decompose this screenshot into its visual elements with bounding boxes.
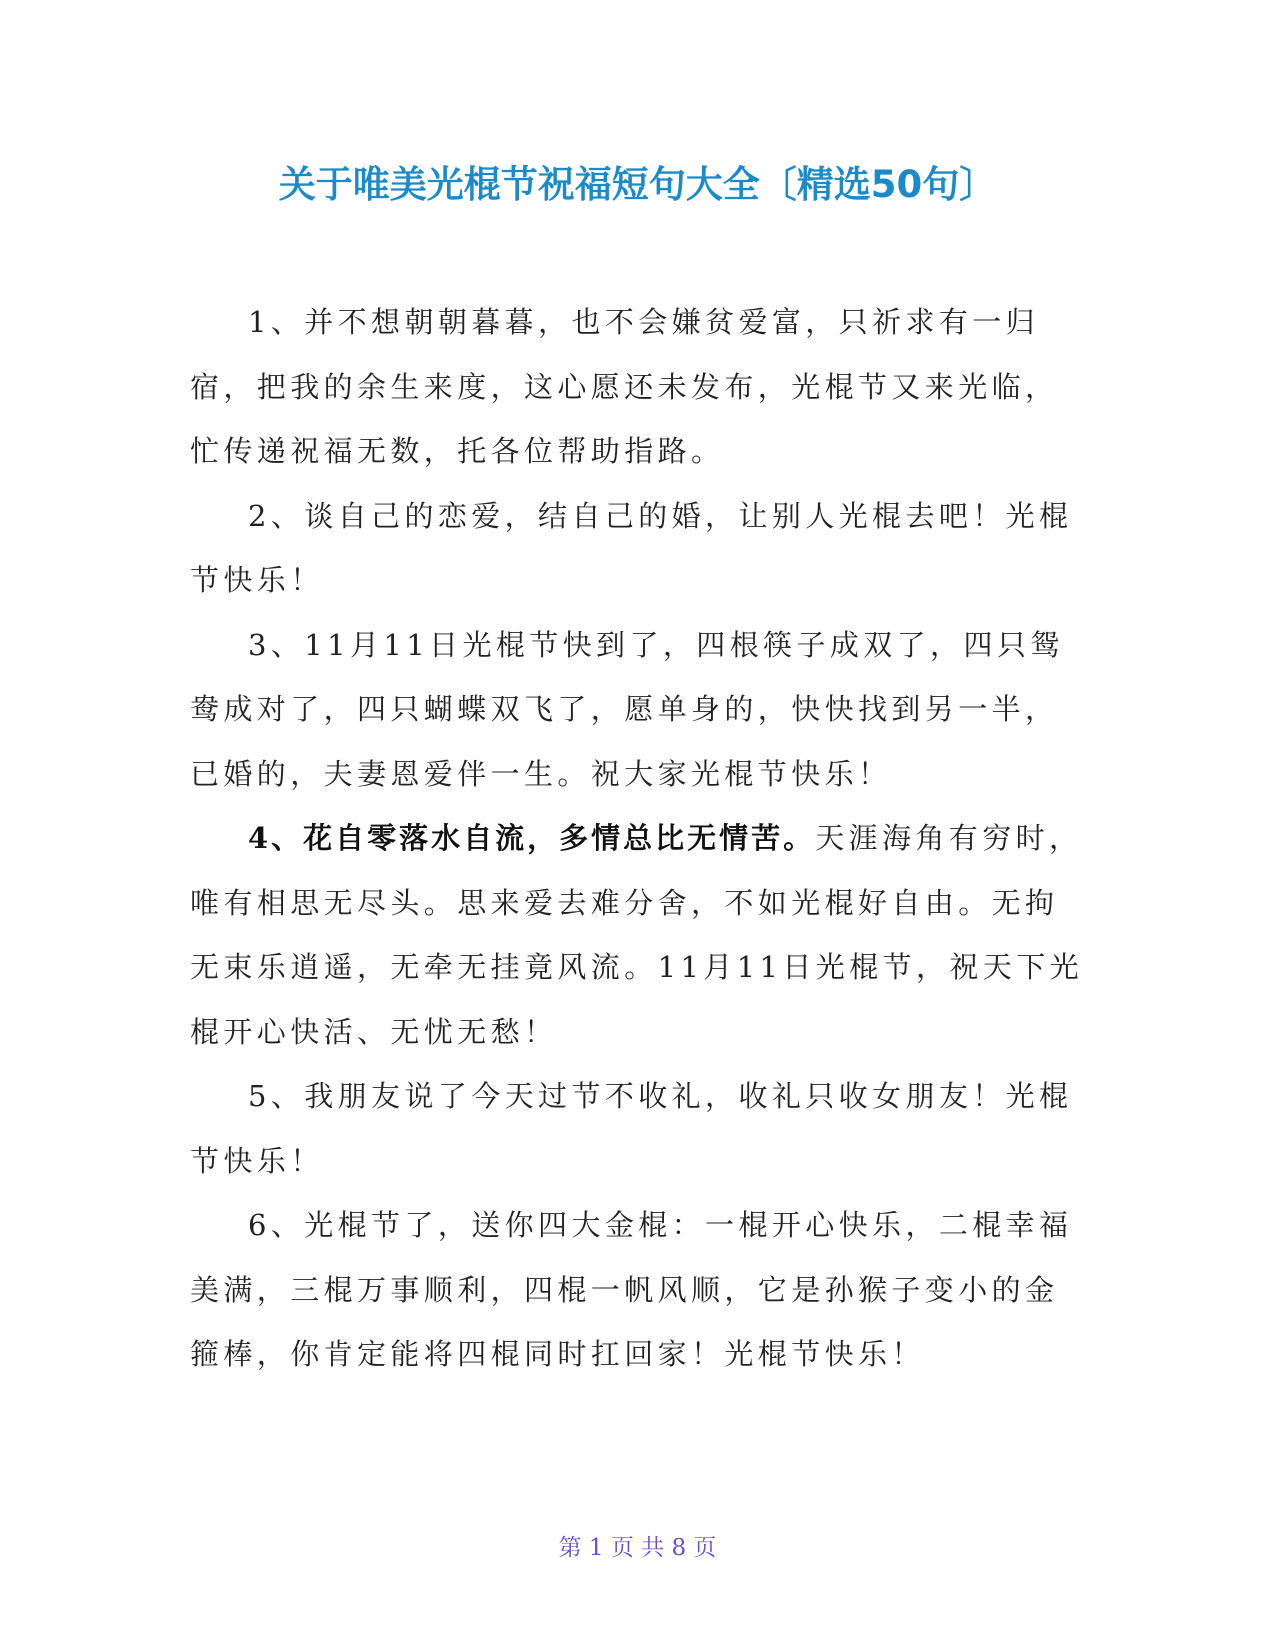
paragraph-3-text: 3、11月11日光棍节快到了，四根筷子成双了，四只鸳鸯成对了，四只蝴蝶双飞了，愿单身的，快快找到另一半，已婚的，夫妻恩爱伴一生。祝大家光棍节快乐！ bbox=[190, 627, 1064, 791]
document-title: 关于唯美光棍节祝福短句大全〔精选50句〕 bbox=[278, 163, 997, 206]
paragraph-2-text: 2、谈自己的恋爱，结自己的婚，让别人光棍去吧！光棍节快乐！ bbox=[190, 498, 1073, 597]
paragraph-5 bbox=[190, 1064, 1090, 1193]
paragraph-4 bbox=[190, 806, 1090, 1064]
paragraph-5-text: 5、我朋友说了今天过节不收礼，收礼只收女朋友！光棍节快乐！ bbox=[190, 1079, 1073, 1178]
paragraph-2 bbox=[190, 484, 1090, 613]
paragraph-3 bbox=[190, 613, 1090, 807]
paragraph-4-bold-lead: 4、花自零落水自流，多情总比无情苦。 bbox=[248, 821, 816, 855]
paragraph-1-text: 1、并不想朝朝暮暮，也不会嫌贫爱富，只祈求有一归宿，把我的余生来度，这心愿还未发布，光棍节又来光临，忙传递祝福无数，托各位帮助指路。 bbox=[190, 305, 1059, 468]
paragraph-4-text: 天涯海角有穷时，唯有相思无尽头。思来爱去难分舍，不如光棍好自由。无拘无束乐逍遥，无牵无挂竟风流。11月11日光棍节，祝天下光棍开心快活、无忧无愁！ bbox=[190, 821, 1084, 1049]
paragraph-1 bbox=[190, 290, 1090, 484]
paragraph-6 bbox=[190, 1193, 1090, 1387]
document-body bbox=[190, 290, 1090, 1387]
paragraph-6-text: 6、光棍节了，送你四大金棍：一棍开心快乐，二棍幸福美满，三棍万事顺利，四棍一帆风顺，它是孙猴子变小的金箍棒，你肯定能将四棍同时扛回家！光棍节快乐！ bbox=[190, 1208, 1073, 1371]
page-footer: 第 1 页 共 8 页 bbox=[558, 1535, 717, 1561]
